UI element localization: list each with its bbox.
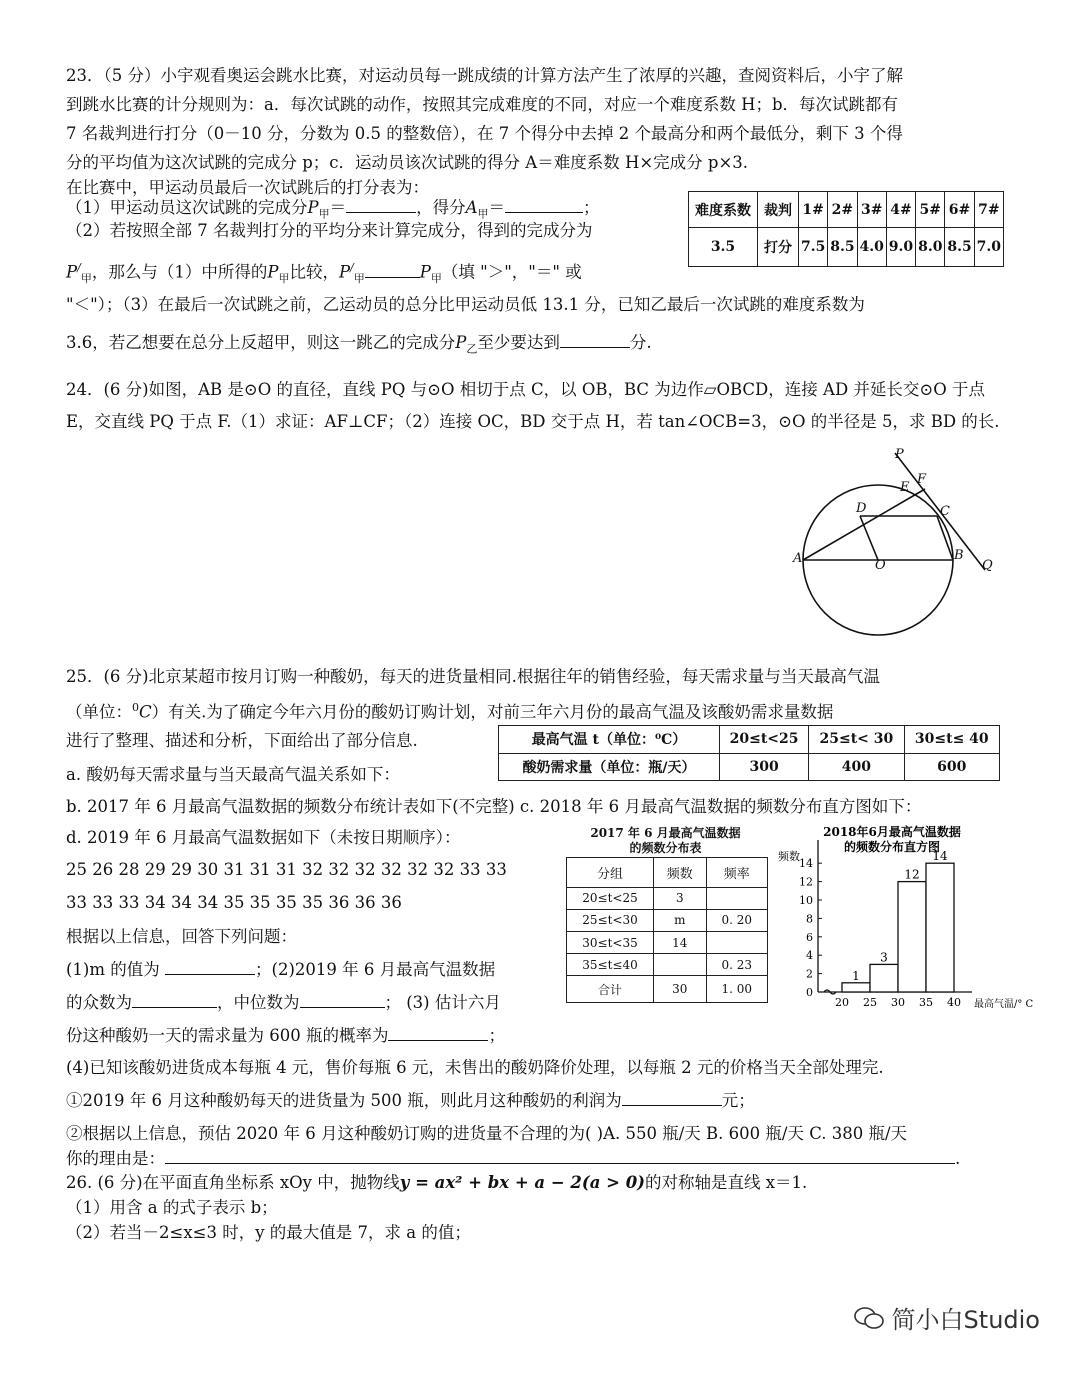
score-table: [688, 191, 1004, 267]
answer-blank-m[interactable]: [165, 960, 255, 975]
x-tick-label: 30: [891, 996, 905, 1009]
table-header: 3#: [857, 192, 886, 228]
q25-ask: 根据以上信息，回答下列问题：: [66, 927, 297, 946]
y-tick-label: 10: [799, 894, 813, 907]
label-q: Q: [982, 558, 993, 573]
bar-value-label: 12: [904, 867, 920, 882]
table-cell: 3.5: [689, 228, 758, 267]
x-tick-label: 25: [863, 996, 877, 1009]
q25-q3: 份这种酸奶一天的需求量为 600 瓶的概率为 ；: [66, 1026, 505, 1045]
q25-q1: (1)m 的值为 ；(2)2019 年 6 月最高气温数据: [66, 960, 496, 979]
q25-line-3: 进行了整理、描述和分析，下面给出了部分信息.: [66, 731, 418, 750]
q25-line-d: d. 2019 年 6 月最高气温数据如下（未按日期顺序）：: [66, 828, 461, 847]
table-header: 30≤t≤ 40: [904, 726, 999, 754]
q26-line-2: （1）用含 a 的式子表示 b；: [66, 1198, 278, 1217]
q23-part2: （2）若按照全部 7 名裁判打分的平均分来计算完成分，得到的完成分为: [66, 221, 593, 240]
y-tick-label: 8: [806, 912, 813, 926]
table-cell: 酸奶需求量（单位：瓶/天）: [499, 753, 720, 781]
y-tick-label: 14: [799, 857, 813, 871]
answer-blank-a[interactable]: [505, 198, 583, 213]
table-header: 20≤t<25: [720, 726, 809, 754]
x-tick-label: 20: [835, 996, 849, 1009]
table-header: 难度系数: [689, 192, 758, 228]
y-tick-label: 12: [799, 875, 813, 889]
q23-part1: （1）甲运动员这次试跳的完成分$P_甲=$ ，得分$A_甲=$ ；: [66, 198, 600, 221]
table-cell: 14: [654, 931, 707, 953]
q24-line-1: 24．(6 分)如图，AB 是⊙O 的直径，直线 PQ 与⊙O 相切于点 C，以 OB，BC 为边作▱OBCD，连接 AD 并延长交⊙O 于点: [66, 380, 986, 399]
bar-value-label: 14: [932, 849, 948, 864]
y-tick-label: 0: [806, 986, 813, 999]
parabola-formula: y = ax² + bx + a − 2(a > 0): [399, 1173, 645, 1192]
table-cell: [654, 954, 707, 976]
table-cell: 7.0: [974, 228, 1003, 267]
label-p: P: [895, 447, 904, 462]
table-cell: 25≤t<30: [567, 909, 654, 931]
q23-line-2: 到跳水比赛的计分规则为：a．每次试跳的动作，按照其完成难度的不同，对应一个难度系数 H；b．每次试跳都有: [66, 95, 899, 114]
x-tick-label: 35: [919, 996, 933, 1009]
table-cell: 合计: [567, 976, 654, 1003]
table-cell: 35≤t≤40: [567, 954, 654, 976]
y-tick-label: 4: [806, 949, 813, 963]
q24-line-2: E，交直线 PQ 于点 F.（1）求证：AF⊥CF；（2）连接 OC，BD 交于点 H，若 tan∠OCB=3，⊙O 的半径是 5，求 BD 的长.: [66, 412, 1000, 431]
table-cell: 8.0: [916, 228, 945, 267]
table-cell: 0. 20: [706, 909, 767, 931]
q23-line-5: 在比赛中，甲运动员最后一次试跳后的打分表为：: [66, 178, 429, 197]
chart-title-2: 的频数分布直方图: [843, 840, 941, 854]
q23-part3b: 3.6，若乙想要在总分上反超甲，则这一跳乙的完成分$P_乙$至少要达到 分.: [66, 333, 652, 356]
table-header: 1#: [799, 192, 828, 228]
table-cell: 8.5: [945, 228, 974, 267]
watermark-text: 简小白Studio: [891, 1306, 1040, 1334]
table-header: 分组: [567, 858, 654, 888]
label-c: C: [940, 504, 950, 519]
table-header: 频率: [706, 858, 767, 888]
bar-value-label: 1: [852, 968, 860, 983]
q23-line-4: 分的平均值为这次试跳的完成分 p；c．运动员该次试跳的得分 A＝难度系数 H×完成分 p×3.: [66, 153, 749, 172]
answer-blank-median[interactable]: [300, 993, 385, 1008]
table-cell: 300: [720, 753, 809, 781]
table-header: 裁判: [758, 192, 799, 228]
table-cell: 600: [904, 753, 999, 781]
table-header: 5#: [916, 192, 945, 228]
table-cell: [706, 887, 767, 909]
x-tick-label: 40: [947, 996, 961, 1009]
table-header: 4#: [886, 192, 915, 228]
geometry-figure: [790, 445, 1000, 655]
q25-reason: 你的理由是： .: [66, 1149, 961, 1168]
table-cell: 3: [654, 887, 707, 909]
segment-cb: [937, 516, 953, 560]
table-cell: 30: [654, 976, 707, 1003]
demand-table: [498, 725, 1000, 781]
y-tick-label: 6: [806, 930, 813, 944]
q25-q4-1: ①2019 年 6 月这种酸奶每天的进货量为 500 瓶，则此月这种酸奶的利润为 元；: [66, 1091, 755, 1110]
freq-table: [566, 857, 768, 1003]
histogram-chart: [774, 824, 1064, 1014]
answer-blank-mode[interactable]: [132, 993, 217, 1008]
table-header: 频数: [654, 858, 707, 888]
table-cell: 400: [809, 753, 904, 781]
table-cell: 打分: [758, 228, 799, 267]
table-cell: 7.5: [799, 228, 828, 267]
q23-line-3: 7 名裁判进行打分（0－10 分，分数为 0.5 的整数倍），在 7 个得分中去掉 2 个最高分和两个最低分，剩下 3 个得: [66, 124, 903, 143]
wechat-icon: [854, 1305, 884, 1331]
label-b: B: [954, 548, 964, 563]
label-o: O: [875, 558, 886, 573]
q25-q4-2: ②根据以上信息，预估 2020 年 6 月这种酸奶订购的进货量不合理的为( )A. 550 瓶/天 B. 600 瓶/天 C. 380 瓶/天: [66, 1124, 908, 1143]
q25-line-b: b. 2017 年 6 月最高气温数据的频数分布统计表如下(不完整) c. 2018 年 6 月最高气温数据的频数分布直方图如下：: [66, 797, 922, 816]
table-cell: 20≤t<25: [567, 887, 654, 909]
table-cell: 30≤t<35: [567, 931, 654, 953]
segment-do: [860, 516, 878, 560]
answer-blank-probability[interactable]: [388, 1026, 488, 1041]
answer-blank-yi[interactable]: [560, 333, 630, 348]
table-cell: 4.0: [857, 228, 886, 267]
q23-line-1: 23．（5 分）小宇观看奥运会跳水比赛，对运动员每一跳成绩的计算方法产生了浓厚的兴趣，查阅资料后，小宇了解: [66, 66, 903, 85]
watermark: [854, 1300, 1040, 1335]
table-cell: 1. 00: [706, 976, 767, 1003]
table-cell: m: [654, 909, 707, 931]
label-e: E: [900, 480, 910, 495]
chart-title: 2018年6月最高气温数据: [823, 825, 961, 839]
histogram-bar: [870, 964, 898, 992]
freq-table-title: 2017 年 6 月最高气温数据 的频数分布表: [590, 826, 741, 855]
q25-data-row-1: 25 26 28 29 29 30 31 31 31 32 32 32 32 32 32 33 33: [66, 860, 507, 879]
table-header: 7#: [974, 192, 1003, 228]
table-header: 6#: [945, 192, 974, 228]
answer-blank-p[interactable]: [346, 198, 416, 213]
label-f: F: [917, 472, 927, 487]
q26-line-3: （2）若当－2≤x≤3 时，y 的最大值是 7，求 a 的值；: [66, 1223, 471, 1242]
y-tick-label: 2: [806, 967, 813, 981]
q25-q2: 的众数为 ，中位数为 ； (3) 估计六月: [66, 993, 501, 1012]
label-d: D: [856, 501, 867, 516]
histogram-bar: [926, 863, 954, 992]
q23-part2b: $P^/_甲$，那么与（1）中所得的$P_甲$比较，$P^/_甲$ $P_甲$（填 "＞"，"＝" 或: [66, 261, 582, 285]
table-cell: 9.0: [886, 228, 915, 267]
histogram-bar: [842, 983, 870, 992]
table-header: 25≤t< 30: [809, 726, 904, 754]
table-cell: 0. 23: [706, 954, 767, 976]
answer-blank-profit[interactable]: [622, 1091, 722, 1106]
q25-data-row-2: 33 33 33 34 34 34 35 35 35 35 36 36 36: [66, 893, 402, 912]
table-cell: [706, 931, 767, 953]
q25-line-a: a. 酸奶每天需求量与当天最高气温关系如下：: [66, 765, 400, 784]
q25-q4: (4)已知该酸奶进货成本每瓶 4 元，售价每瓶 6 元，未售出的酸奶降价处理，以每瓶 2 元的价格当天全部处理完.: [66, 1058, 884, 1077]
table-cell: 8.5: [828, 228, 857, 267]
q25-line-2: （单位：$^0$C）有关.为了确定今年六月份的酸奶订购计划，对前三年六月份的最高气温及该酸奶需求量数据: [66, 701, 834, 722]
bar-value-label: 3: [880, 950, 888, 965]
table-header: 2#: [828, 192, 857, 228]
answer-blank-compare[interactable]: [365, 263, 420, 278]
histogram-bar: [898, 882, 926, 992]
label-a: A: [793, 551, 803, 566]
x-axis-label: 最高气温/° C: [974, 999, 1034, 1010]
answer-blank-reason[interactable]: [165, 1149, 955, 1164]
table-header: 最高气温 t（单位：⁰C）: [499, 726, 720, 754]
q25-line-1: 25．(6 分)北京某超市按月订购一种酸奶，每天的进货量相同.根据往年的销售经验，每天需求量与当天最高气温: [66, 667, 880, 686]
q23-part3: "＜"）；（3）在最后一次试跳之前，乙运动员的总分比甲运动员低 13.1 分，已知乙最后一次试跳的难度系数为: [66, 295, 865, 314]
y-axis-label: 频数: [778, 850, 800, 863]
q26-line-1: 26. (6 分)在平面直角坐标系 xOy 中，抛物线y = ax² + bx + a − 2(a > 0)的对称轴是直线 x＝1.: [66, 1173, 808, 1192]
